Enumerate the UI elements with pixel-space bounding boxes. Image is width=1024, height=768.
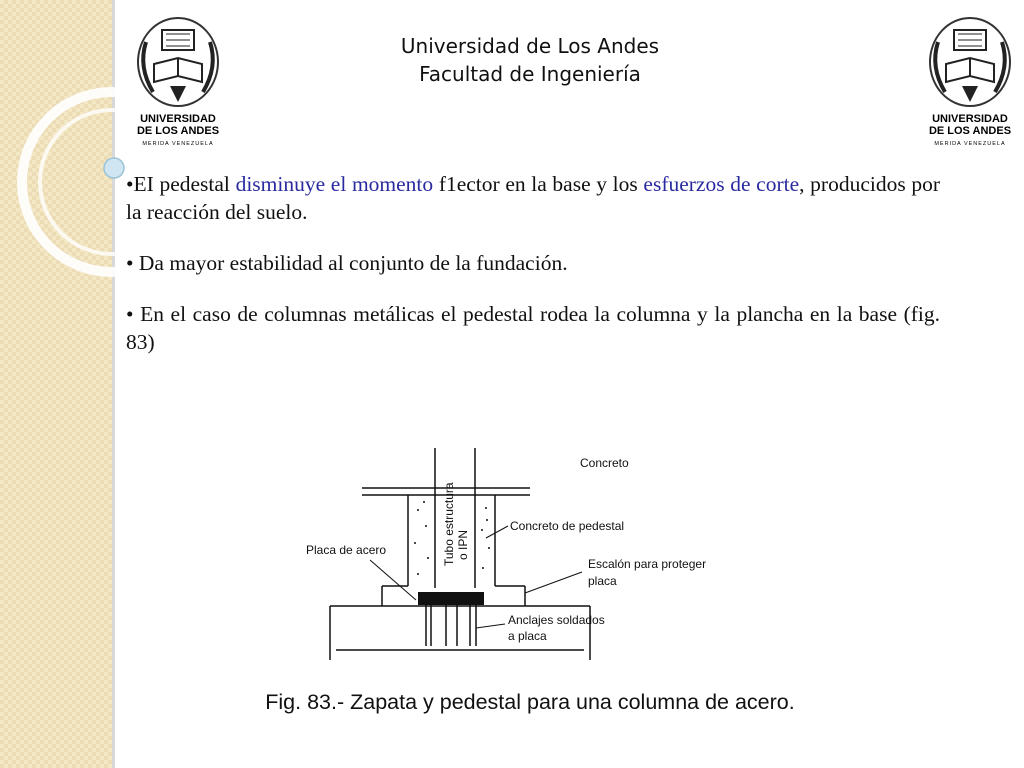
paragraph-1	[126, 170, 940, 226]
label-concreto: Concreto	[580, 456, 629, 470]
p1-highlight-momento: disminuye el momento	[235, 172, 434, 196]
slide-header	[330, 32, 730, 88]
p1-text-5: , producidos por la reacción del suelo.	[126, 172, 941, 224]
label-concreto-pedestal: Concreto de pedestal	[510, 519, 625, 533]
p1-highlight-esfuerzos: esfuerzos de corte	[643, 172, 800, 196]
logo-name-line1: UNIVERSIDAD	[140, 113, 216, 125]
label-placa-acero: Placa de acero	[306, 543, 387, 557]
logo-city: MERIDA VENEZUELA	[142, 141, 214, 147]
pedestal-diagram	[300, 438, 740, 668]
figure-caption: Fig. 83.- Zapata y pedestal para una columna de acero.	[265, 690, 795, 714]
logo-city: MERIDA VENEZUELA	[934, 141, 1006, 147]
label-escalon-2: placa	[588, 574, 617, 588]
university-logo-right	[920, 12, 1020, 152]
label-escalon-1: Escalón para proteger	[588, 557, 707, 571]
logo-name-line1: UNIVERSIDAD	[932, 113, 1008, 125]
label-tubo-2: o IPN	[456, 529, 470, 560]
header-university: Universidad de Los Andes	[400, 34, 660, 58]
paragraph-2: • Da mayor estabilidad al conjunto de la fundación.	[126, 251, 568, 275]
university-logo-left	[128, 12, 228, 152]
label-anclajes-1: Anclajes soldados	[508, 613, 605, 627]
bullet: •	[126, 172, 134, 196]
header-faculty: Facultad de Ingeniería	[419, 62, 641, 86]
logo-name-line2: DE LOS ANDES	[928, 125, 1012, 137]
p1-text-1: EI pedestal	[133, 172, 236, 196]
paragraph-3: • En el caso de columnas metálicas el pedestal rodea la columna y la plancha en la base (fig. 83)	[126, 302, 940, 354]
label-anclajes-2: a placa	[508, 629, 547, 643]
label-tubo-1: Tubo estructura	[442, 482, 456, 566]
p1-text-3: f1ector en la base y los	[433, 172, 644, 196]
slide-body	[126, 170, 940, 379]
logo-name-line2: DE LOS ANDES	[136, 125, 220, 137]
